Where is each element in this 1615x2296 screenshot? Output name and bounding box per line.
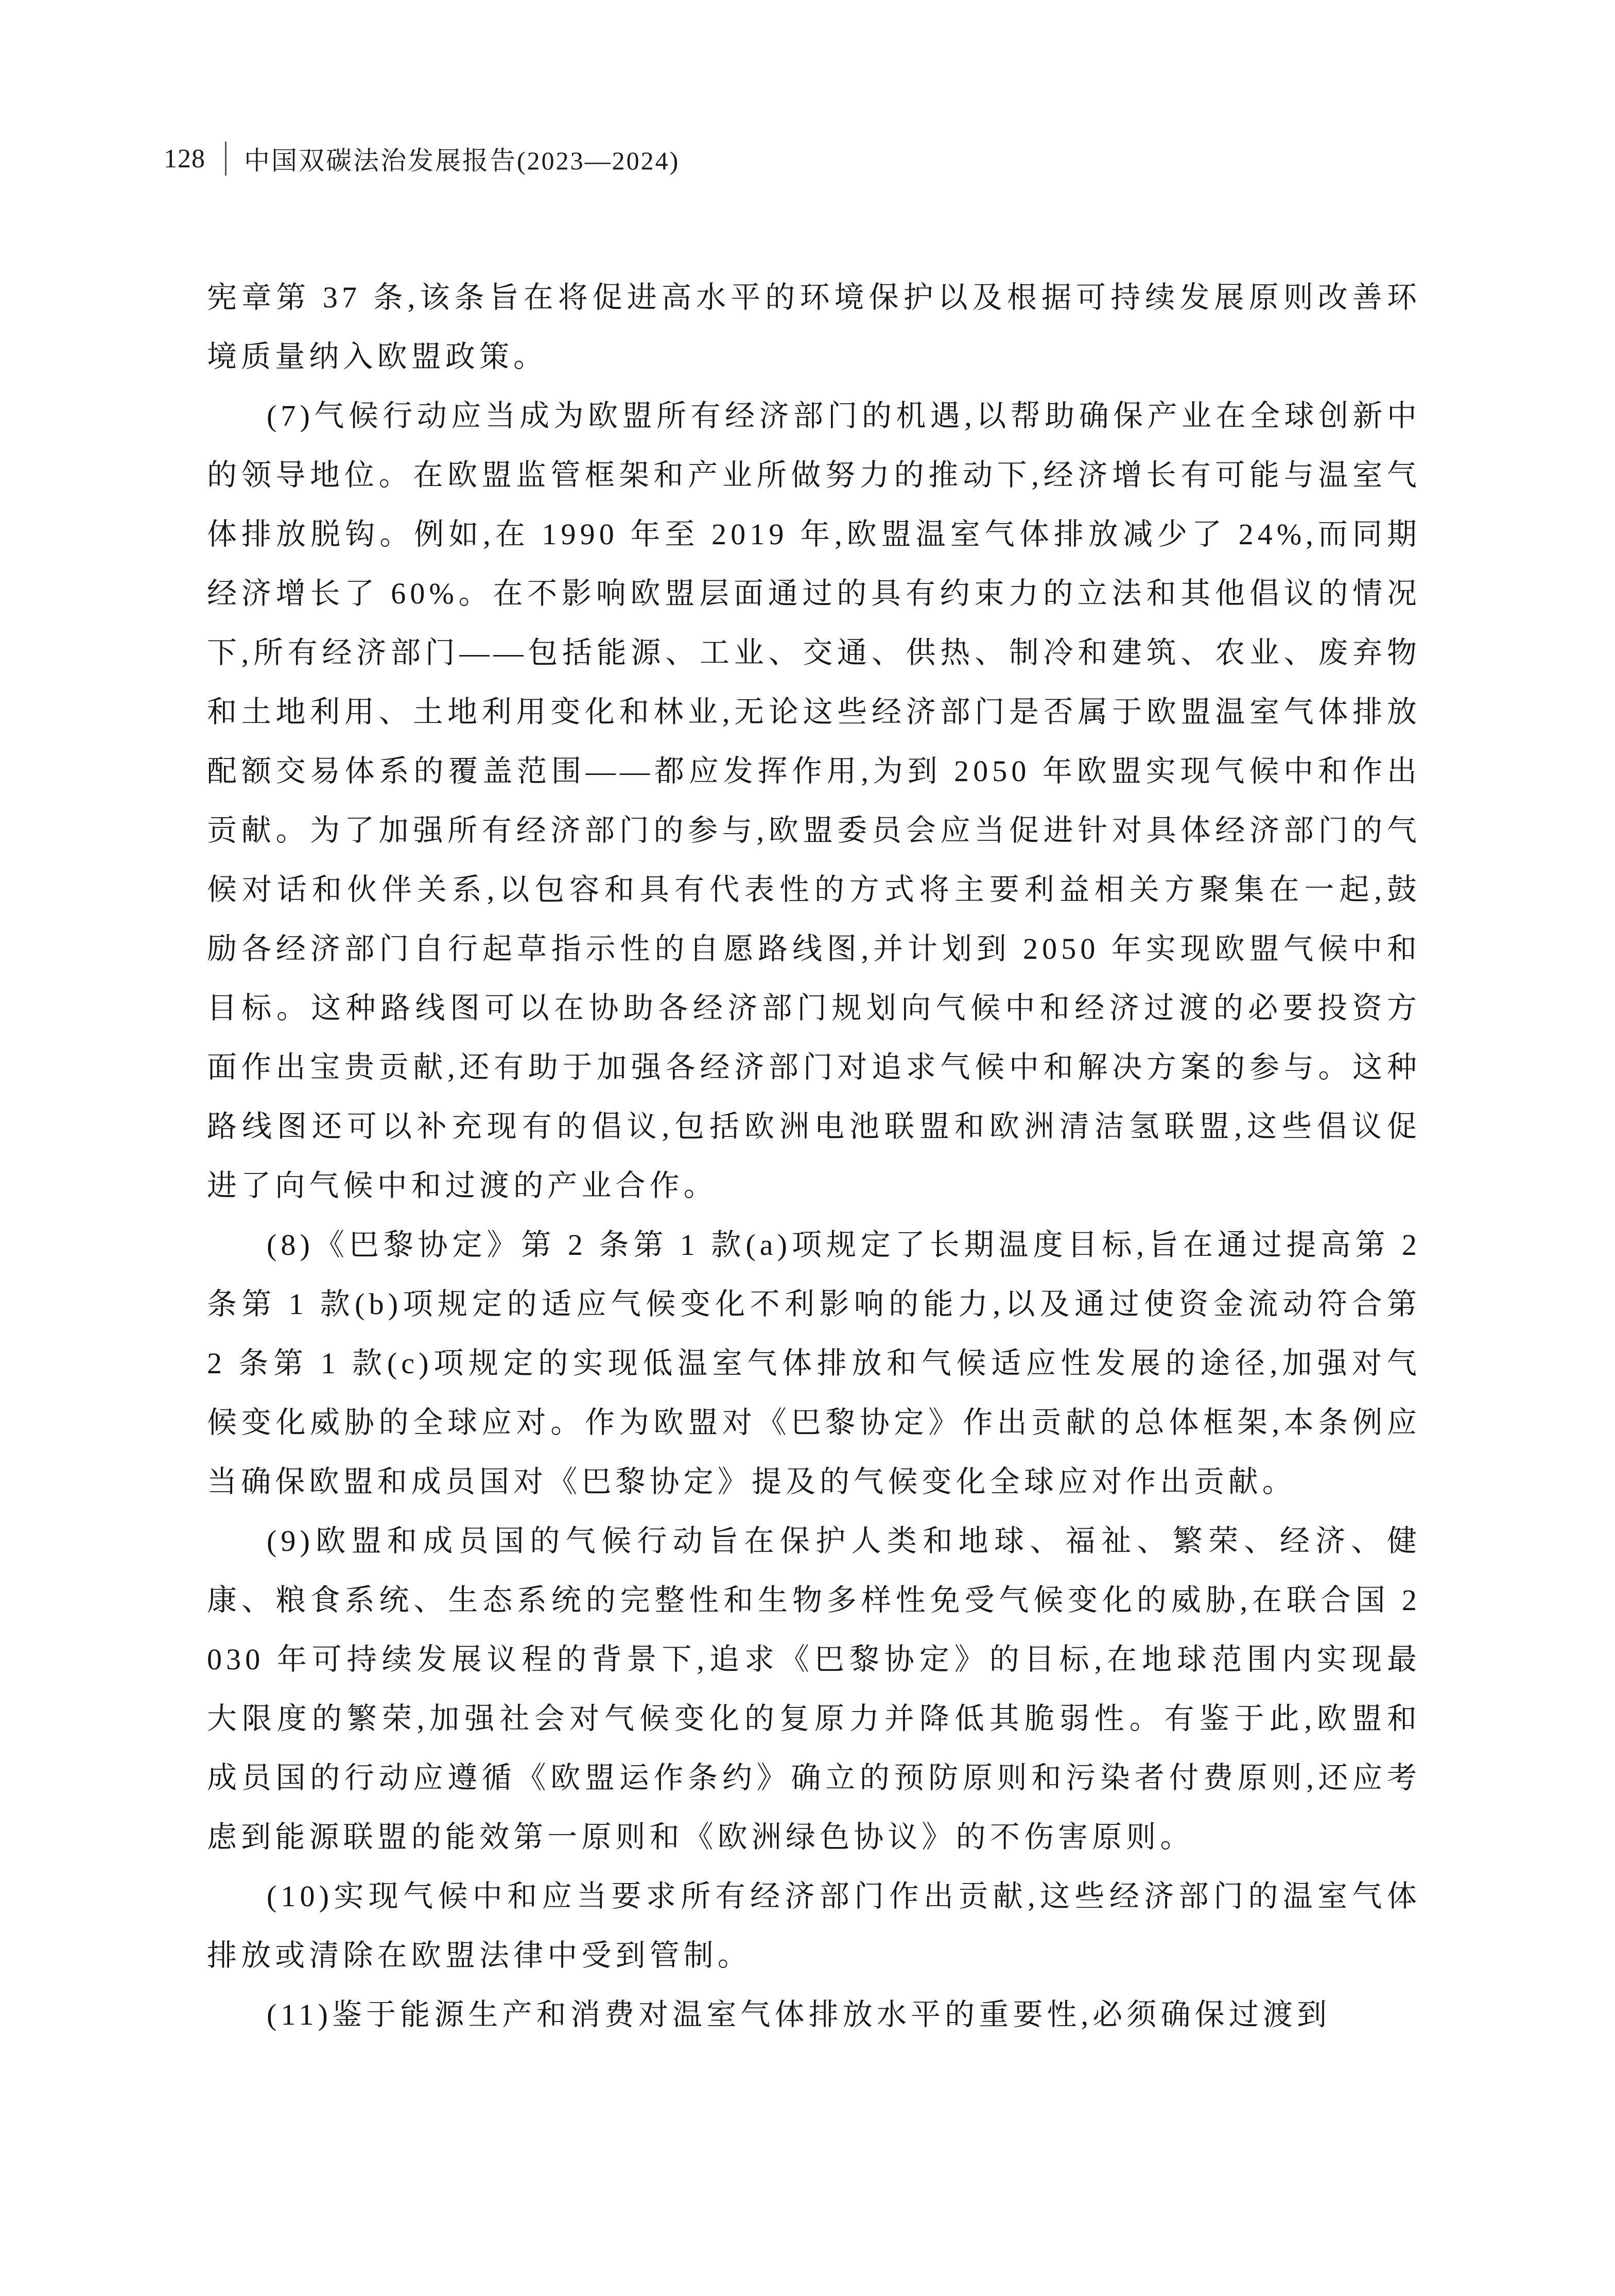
paragraph-item-11: (11)鉴于能源生产和消费对温室气体排放水平的重要性,必须确保过渡到 — [267, 1998, 1331, 2031]
running-header — [164, 140, 680, 177]
header-divider-rule — [225, 142, 227, 176]
paragraph-item-8: (8)《巴黎协定》第 2 条第 1 款(a)项规定了长期温度目标,旨在通过提高第 2 条第 1 款(b)项规定的适应气候变化不利影响的能力,以及通过使资金流动符合第 2 条第 1 款(c)项规定的实现低温室气体排放和气候适应性发展的途径,加强对气候变化威胁的全球应对。作为欧盟对《巴黎协定》作出贡献的总体框架,本条例应当确保欧盟和成员国对《巴黎协定》提及的气候变化全球应对作出贡献。 — [207, 1228, 1421, 1498]
paragraph-item-9: (9)欧盟和成员国的气候行动旨在保护人类和地球、福祉、繁荣、经济、健康、粮食系统、生态系统的完整性和生物多样性免受气候变化的威胁,在联合国 2030 年可持续发展议程的背景下,追求《巴黎协定》的目标,在地球范围内实现最大限度的繁荣,加强社会对气候变化的复原力并降低其脆弱性。有鉴于此,欧盟和成员国的行动应遵循《欧盟运作条约》确立的预防原则和污染者付费原则,还应考虑到能源联盟的能效第一原则和《欧洲绿色协议》的不伤害原则。 — [207, 1524, 1421, 1854]
page-body-text — [207, 268, 1421, 2044]
paragraph-item-10: (10)实现气候中和应当要求所有经济部门作出贡献,这些经济部门的温室气体排放或清除在欧盟法律中受到管制。 — [207, 1879, 1421, 1972]
book-title: 中国双碳法治发展报告(2023—2024) — [244, 146, 680, 175]
page-number: 128 — [164, 144, 205, 174]
paragraph-continuation: 宪章第 37 条,该条旨在将促进高水平的环境保护以及根据可持续发展原则改善环境质量纳入欧盟政策。 — [207, 281, 1421, 373]
paragraph-item-7: (7)气候行动应当成为欧盟所有经济部门的机遇,以帮助确保产业在全球创新中的领导地位。在欧盟监管框架和产业所做努力的推动下,经济增长有可能与温室气体排放脱钩。例如,在 1990 年至 2019 年,欧盟温室气体排放减少了 24%,而同期经济增长了 60%。在不影响欧盟层面通过的具有约束力的立法和其他倡议的情况下,所有经济部门——包括能源、工业、交通、供热、制冷和建筑、农业、废弃物和土地利用、土地利用变化和林业,无论这些经济部门是否属于欧盟温室气体排放配额交易体系的覆盖范围——都应发挥作用,为到 2050 年欧盟实现气候中和作出贡献。为了加强所有经济部门的参与,欧盟委员会应当促进针对具体经济部门的气候对话和伙伴关系,以包容和具有代表性的方式将主要利益相关方聚集在一起,鼓励各经济部门自行起草指示性的自愿路线图,并计划到 2050 年实现欧盟气候中和目标。这种路线图可以在协助各经济部门规划向气候中和经济过渡的必要投资方面作出宝贵贡献,还有助于加强各经济部门对追求气候中和解决方案的参与。这种路线图还可以补充现有的倡议,包括欧洲电池联盟和欧洲清洁氢联盟,这些倡议促进了向气候中和过渡的产业合作。 — [207, 399, 1421, 1202]
